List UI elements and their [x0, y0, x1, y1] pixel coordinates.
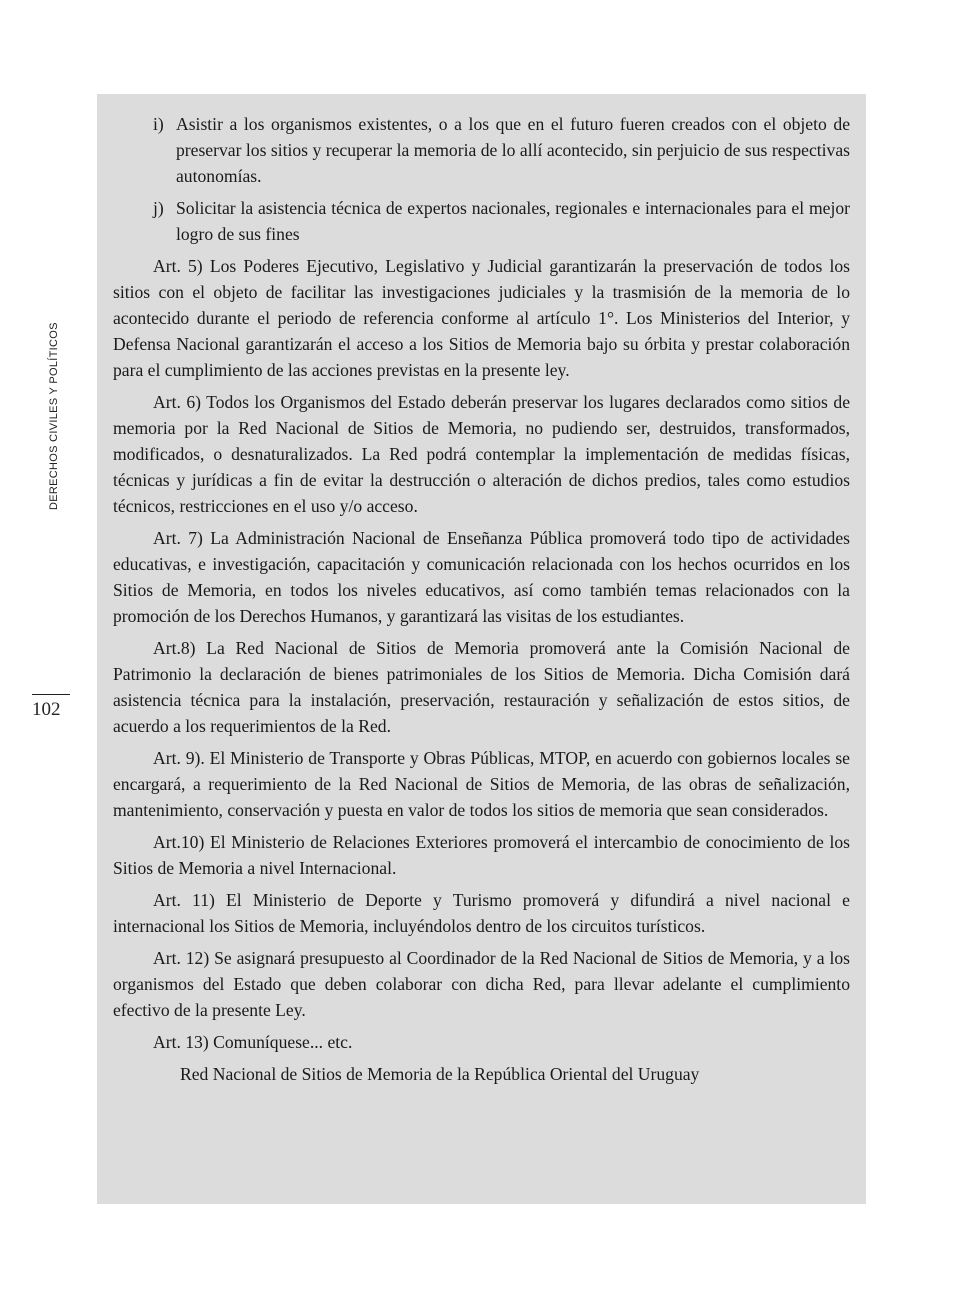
article-7: Art. 7) La Administración Nacional de Enseñanza Pública promoverá todo tipo de actividades educativas, e investigación, capacitación y comunicación relacionada con los hechos ocurridos en los Sitios de Memoria, en todos los niveles educativos, así como también temas relacionados con la promoción de los Derechos Humanos, y garantizará las visitas de los estudiantes.: [113, 528, 850, 626]
list-item-text: Solicitar la asistencia técnica de expertos nacionales, regionales e internacionales para el mejor logro de sus fines: [176, 198, 850, 244]
article-13: Art. 13) Comuníquese... etc.: [153, 1032, 353, 1052]
page-number: 102: [32, 694, 70, 721]
article-6: Art. 6) Todos los Organismos del Estado deberán preservar los lugares declarados como sitios de memoria por la Red Nacional de Sitios de Memoria, no pudiendo ser, destruidos, transformados, modificados, o desnaturalizados. La Red podrá contemplar la implementación de medidas físicas, técnicas y jurídicas a fin de evitar la destrucción o alteración de dichos predios, tales como estudios técnicos, restricciones en el uso y/o acceso.: [113, 392, 850, 516]
list-item: [113, 111, 850, 189]
article-11: Art. 11) El Ministerio de Deporte y Turismo promoverá y difundirá a nivel nacional e internacional los Sitios de Memoria, incluyéndolos dentro de los circuitos turísticos.: [113, 890, 850, 936]
article-12: Art. 12) Se asignará presupuesto al Coordinador de la Red Nacional de Sitios de Memoria, y a los organismos del Estado que deben colaborar con dicha Red, para llevar adelante el cumplimiento efectivo de la presente Ley.: [113, 948, 850, 1020]
running-header: DERECHOS CIVILES Y POLÍTICOS: [48, 322, 60, 510]
list-item: [113, 195, 850, 247]
article-9: Art. 9). El Ministerio de Transporte y Obras Públicas, MTOP, en acuerdo con gobiernos locales se encargará, a requerimiento de la Red Nacional de Sitios de Memoria, de las obras de señalización, mantenimiento, conservación y puesta en valor de todos los sitios de memoria que sean considerados.: [113, 748, 850, 820]
signature: Red Nacional de Sitios de Memoria de la República Oriental del Uruguay: [180, 1064, 700, 1084]
list-marker: j): [153, 198, 164, 218]
list-marker: i): [153, 114, 164, 134]
document-body: [113, 111, 850, 1087]
article-10: Art.10) El Ministerio de Relaciones Exteriores promoverá el intercambio de conocimiento de los Sitios de Memoria a nivel Internacional.: [113, 832, 850, 878]
article-5: Art. 5) Los Poderes Ejecutivo, Legislativo y Judicial garantizarán la preservación de todos los sitios con el objeto de facilitar las investigaciones judiciales y la trasmisión de la memoria de lo acontecido durante el periodo de referencia conforme al artículo 1°. Los Ministerios del Interior, y Defensa Nacional garantizarán el acceso a los Sitios de Memoria bajo su órbita y prestar colaboración para el cumplimiento de las acciones previstas en la presente ley.: [113, 256, 850, 380]
article-8: Art.8) La Red Nacional de Sitios de Memoria promoverá ante la Comisión Nacional de Patrimonio la declaración de bienes patrimoniales de los Sitios de Memoria. Dicha Comisión dará asistencia técnica para la instalación, preservación, restauración y señalización de estos sitios, de acuerdo a los requerimientos de la Red.: [113, 638, 850, 736]
list-item-text: Asistir a los organismos existentes, o a los que en el futuro fueren creados con el objeto de preservar los sitios y recuperar la memoria de lo allí acontecido, sin perjuicio de sus respectivas autonomías.: [176, 114, 850, 186]
